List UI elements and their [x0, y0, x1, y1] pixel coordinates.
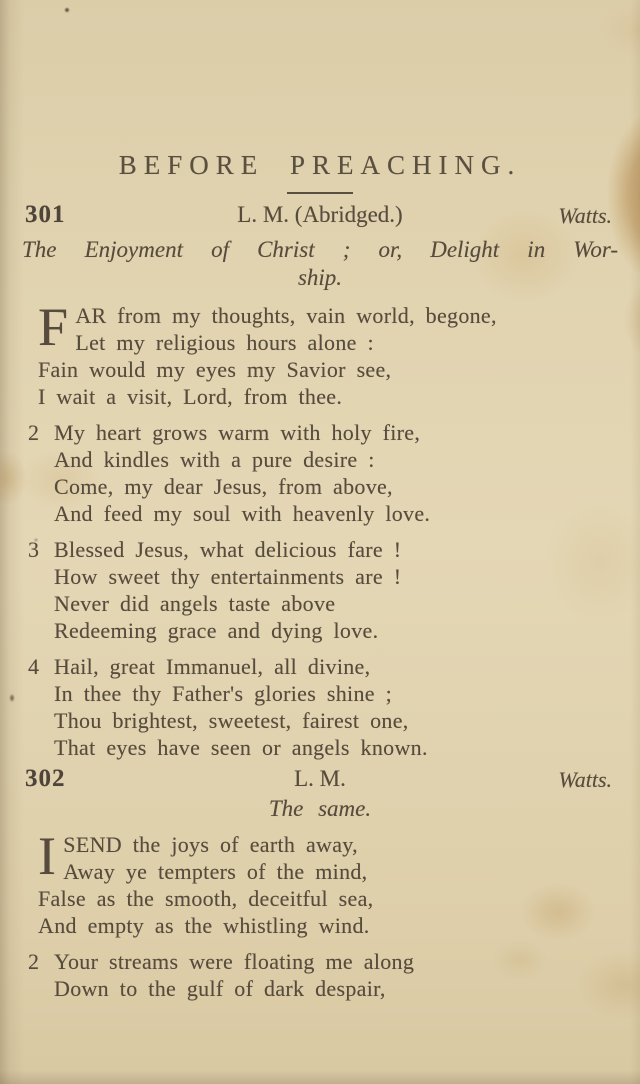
- drop-cap: F: [38, 297, 69, 357]
- verse-1: [28, 826, 615, 939]
- verse-number: 2: [28, 420, 40, 445]
- verse-line: Come, my dear Jesus, from above,: [54, 474, 393, 499]
- section-title: BEFORE PREACHING.: [118, 150, 522, 180]
- hymn-number: 302: [25, 765, 66, 792]
- hymn-number: 301: [25, 201, 66, 228]
- hymn-header: [25, 765, 615, 795]
- verse-line: How sweet thy entertainments are !: [54, 564, 402, 589]
- verse-line: I wait a visit, Lord, from thee.: [38, 384, 343, 409]
- hymn-header: [25, 201, 615, 231]
- verse-line: Down to the gulf of dark despair,: [54, 976, 386, 1001]
- verse-line: My heart grows warm with holy fire,: [54, 420, 421, 445]
- verse-line: Let my religious hours alone :: [75, 330, 374, 355]
- verse-line: Never did angels taste above: [54, 591, 336, 616]
- hymn-title-line: The same.: [268, 796, 372, 821]
- hymn-title: [22, 795, 618, 823]
- verse-line: Hail, great Immanuel, all divine,: [54, 654, 371, 679]
- hymn-title-line: ship.: [297, 265, 343, 290]
- verse-line: In thee thy Father's glories shine ;: [54, 681, 393, 706]
- verse-line: Thou brightest, sweetest, fairest one,: [54, 708, 409, 733]
- hymn-301: [0, 201, 640, 761]
- hymn-author: Watts.: [558, 203, 612, 228]
- verse-line: SEND the joys of earth away,: [63, 832, 358, 857]
- hymn-302: [0, 765, 640, 1002]
- verse-1: [28, 297, 615, 410]
- verse-line: And empty as the whistling wind.: [38, 913, 370, 938]
- verse-line: Fain would my eyes my Savior see,: [38, 357, 392, 382]
- verse-line: Blessed Jesus, what delicious fare !: [54, 537, 402, 562]
- hymn-title-line: The Enjoyment of Christ ; or, Delight in Wor-: [22, 237, 618, 262]
- verse-2: [28, 419, 615, 527]
- verse-line: That eyes have seen or angels known.: [54, 735, 428, 760]
- verse-number: 2: [28, 949, 40, 974]
- verse-line: Redeeming grace and dying love.: [54, 618, 379, 643]
- verse-line: Away ye tempters of the mind,: [63, 859, 368, 884]
- verse-line: Your streams were floating me along: [54, 949, 415, 974]
- verse-3: [28, 536, 615, 644]
- verse-4: [28, 653, 615, 761]
- verse-line: And kindles with a pure desire :: [54, 447, 375, 472]
- section-divider: [287, 192, 353, 194]
- hymn-meter: L. M. (Abridged.): [237, 202, 403, 227]
- verse-line: AR from my thoughts, vain world, begone,: [75, 303, 497, 328]
- hymn-meter: L. M.: [294, 766, 346, 791]
- verse-number: 4: [28, 654, 40, 679]
- verse-line: False as the smooth, deceitful sea,: [38, 886, 374, 911]
- hymn-author: Watts.: [558, 767, 612, 792]
- verse-number: 3: [28, 537, 40, 562]
- hymn-title: [22, 236, 618, 292]
- verse-2: [28, 948, 615, 1002]
- verse-line: And feed my soul with heavenly love.: [54, 501, 431, 526]
- drop-cap: I: [38, 826, 57, 886]
